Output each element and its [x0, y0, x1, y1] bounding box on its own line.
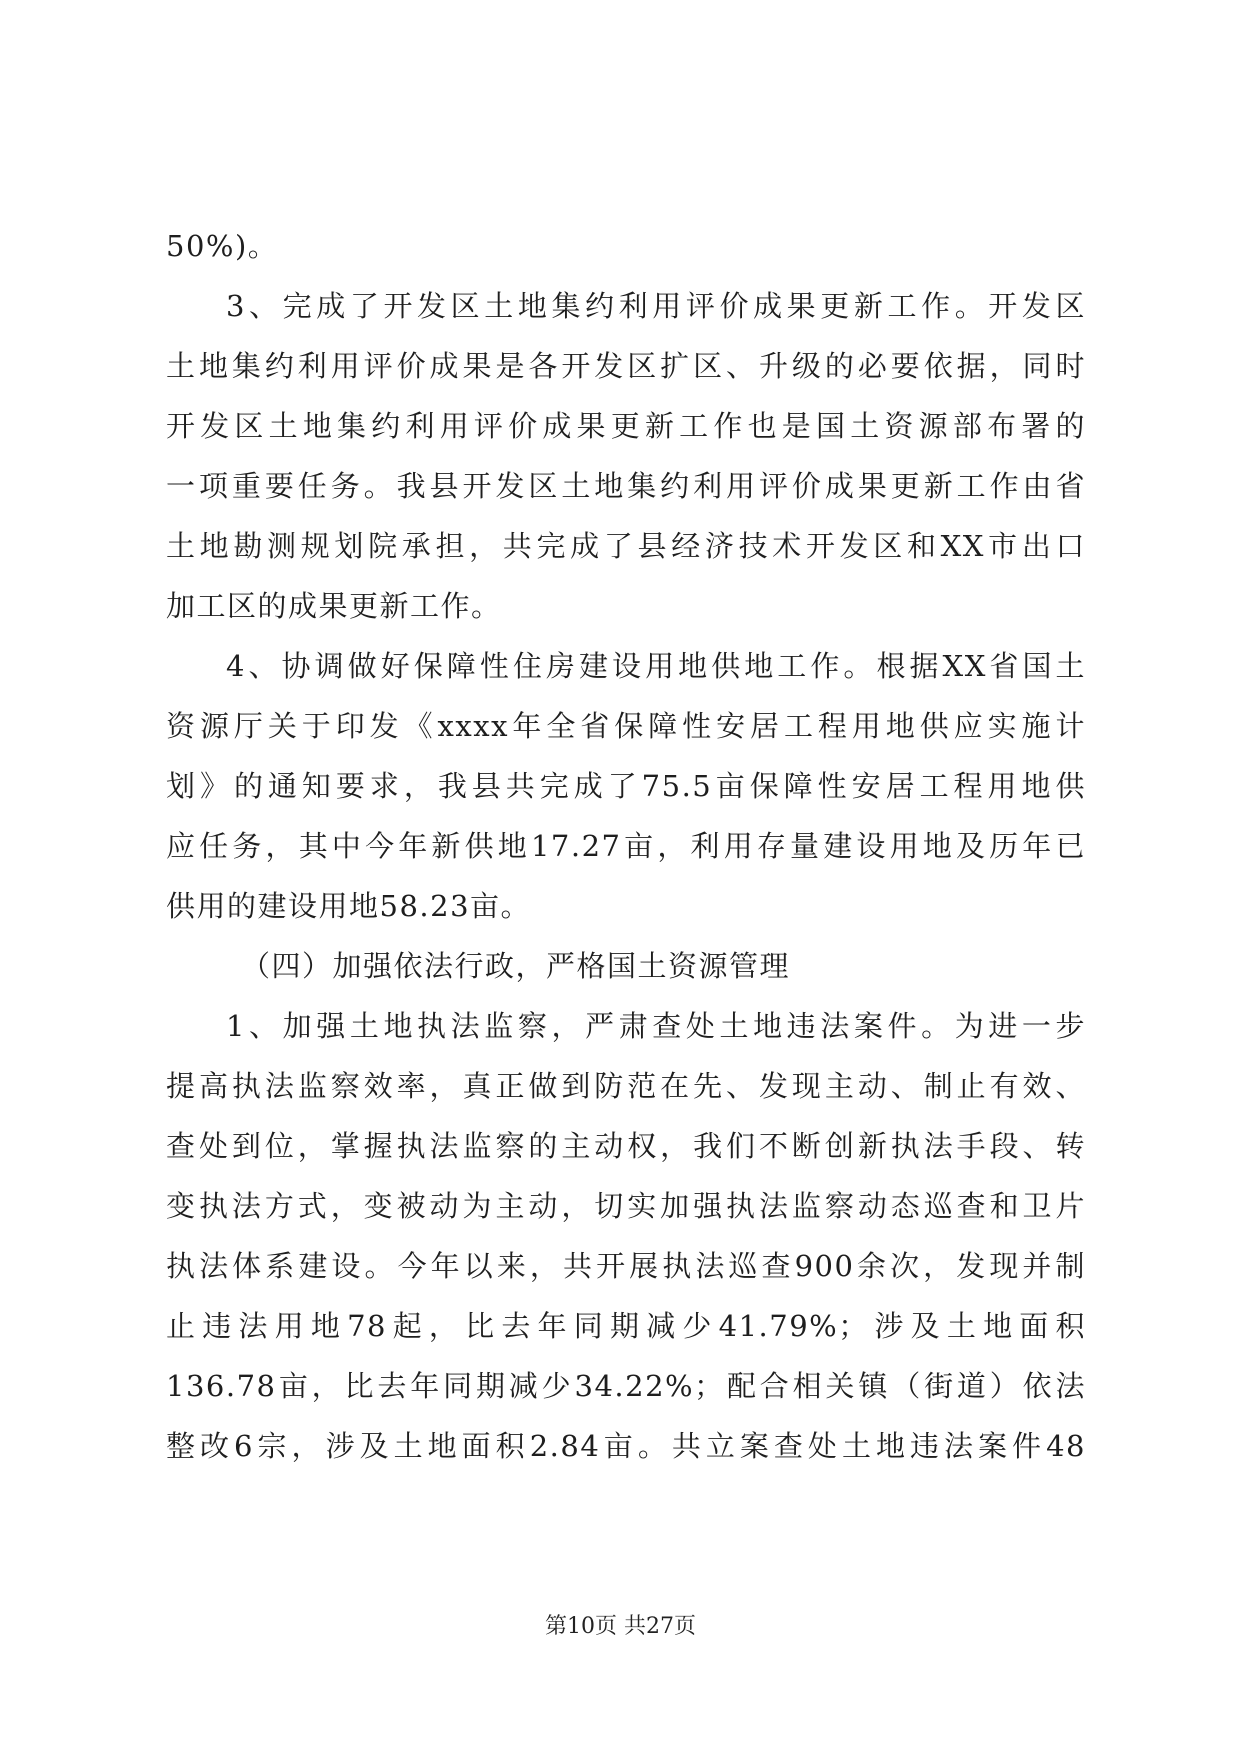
paragraph-line: 4、协调做好保障性住房建设用地供地工作。根据XX省国土 — [226, 649, 1086, 683]
paragraph-line: 资源厅关于印发《xxxx年全省保障性安居工程用地供应实施计 — [166, 709, 1086, 743]
paragraph-line: 136.78亩，比去年同期减少34.22%；配合相关镇（街道）依法 — [166, 1369, 1086, 1403]
page-footer: 第10页 共27页 — [545, 1614, 696, 1639]
paragraph-line: 变执法方式，变被动为主动，切实加强执法监察动态巡查和卫片 — [166, 1189, 1086, 1223]
paragraph-line: 应任务，其中今年新供地17.27亩，利用存量建设用地及历年已 — [166, 829, 1086, 863]
paragraph-line: 提高执法监察效率，真正做到防范在先、发现主动、制止有效、 — [166, 1069, 1086, 1103]
paragraph-line: 查处到位，掌握执法监察的主动权，我们不断创新执法手段、转 — [166, 1129, 1086, 1163]
paragraph-line: 土地集约利用评价成果是各开发区扩区、升级的必要依据，同时 — [166, 349, 1086, 383]
paragraph-line: 土地勘测规划院承担，共完成了县经济技术开发区和XX市出口 — [166, 529, 1086, 563]
paragraph-line: 止违法用地78起，比去年同期减少41.79%；涉及土地面积 — [166, 1309, 1086, 1343]
paragraph-line: 划》的通知要求，我县共完成了75.5亩保障性安居工程用地供 — [166, 769, 1086, 803]
paragraph-line: 执法体系建设。今年以来，共开展执法巡查900余次，发现并制 — [166, 1249, 1086, 1283]
paragraph-line: 开发区土地集约利用评价成果更新工作也是国土资源部布署的 — [166, 409, 1086, 443]
section-heading: （四）加强依法行政，严格国土资源管理 — [241, 949, 791, 983]
paragraph-line: 50%)。 — [166, 229, 279, 263]
paragraph-line: 3、完成了开发区土地集约利用评价成果更新工作。开发区 — [226, 289, 1086, 323]
paragraph-line: 加工区的成果更新工作。 — [166, 589, 502, 623]
paragraph-line: 整改6宗，涉及土地面积2.84亩。共立案查处土地违法案件48 — [166, 1429, 1086, 1463]
paragraph-line: 1、加强土地执法监察，严肃查处土地违法案件。为进一步 — [226, 1009, 1086, 1043]
paragraph-line: 一项重要任务。我县开发区土地集约利用评价成果更新工作由省 — [166, 469, 1086, 503]
paragraph-line: 供用的建设用地58.23亩。 — [166, 889, 532, 923]
